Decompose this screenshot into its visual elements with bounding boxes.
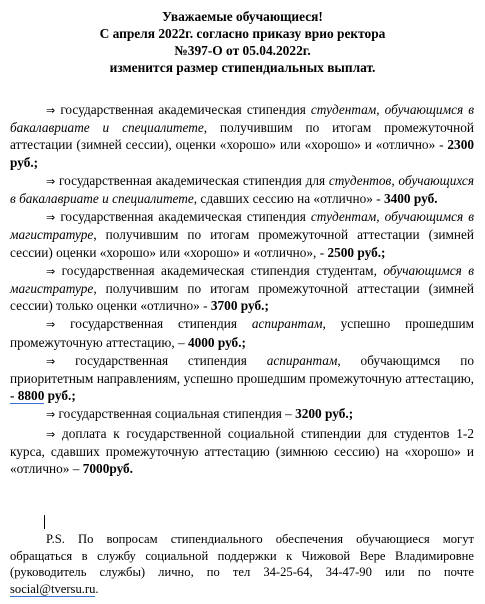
arrow-icon: ⇒ — [46, 408, 56, 422]
postscript — [10, 531, 474, 597]
item-text: доплата к государственной социальной стипендии для студентов 1-2 курса, сдавших промежуточную аттестацию (зимнюю сессию) на «хорошо» и «отлично» – — [10, 425, 474, 477]
greeting-heading: Уважаемые обучающиеся! — [162, 9, 323, 24]
arrow-icon: ⇒ — [46, 264, 56, 278]
text-cursor — [44, 515, 45, 529]
item-amount: 4000 руб.; — [187, 334, 246, 350]
item-text: , получившим по итогам промежуточной аттестации (зимней сессии), оценки «хорошо» или «хорошо» и «отлично» - — [10, 120, 474, 153]
item-text: государственная социальная стипендия – — [58, 406, 296, 422]
item-text: государственная академическая стипендия — [60, 209, 311, 225]
item-recipients: студентам, обучающимся в бакалавриате и специалитете — [10, 102, 475, 136]
item-text: , получившим по итогам промежуточной аттестации (зимней сессии) только оценки «отлично» - — [10, 281, 474, 314]
item-amount: 3700 руб.; — [210, 298, 269, 314]
contact-email-link[interactable]: social@tversu.ru — [10, 581, 96, 596]
item-amount: 2500 руб.; — [327, 244, 386, 260]
item-text: государственная академическая стипендия студентам, — [61, 262, 384, 278]
order-line: С апреля 2022г. согласно приказу врио ректора — [99, 26, 386, 41]
stipend-item — [10, 172, 474, 207]
arrow-icon: ⇒ — [46, 211, 56, 225]
stipend-item — [10, 315, 474, 350]
item-recipients: студентам, обучающимся в магистратуре — [10, 209, 475, 243]
item-recipients: аспирантам — [251, 316, 323, 332]
item-text: государственная академическая стипендия — [60, 102, 311, 117]
item-recipients: студентов, обучающихся в бакалавриате и специалитете — [10, 172, 474, 207]
postscript-end: . — [95, 581, 99, 596]
item-text: , сдавших сессию на «отлично» - — [193, 191, 384, 207]
item-text: государственная академическая стипендия для — [58, 172, 329, 188]
stipend-item — [10, 405, 474, 423]
change-announcement-line: изменится размер стипендиальных выплат. — [109, 60, 376, 75]
arrow-icon: ⇒ — [46, 318, 56, 332]
postscript-text: P.S. По вопросам стипендиального обеспечения обучающиеся могут обращаться в службу социальной поддержки к Чижовой Вере Владимировне (руководитель службы) лично, по тел 34-25-64, 34-47-90 или по почте — [10, 532, 474, 579]
arrow-icon: ⇒ — [46, 427, 56, 441]
item-amount: 2300 руб.; — [10, 137, 474, 170]
order-number-line: №397-О от 05.04.2022г. — [174, 43, 311, 58]
item-text: , обучающимся по приоритетным направлениям, успешно прошедшим промежуточную аттестацию, — [10, 352, 474, 387]
item-recipients: аспирантам — [266, 352, 338, 368]
stipend-list — [10, 101, 474, 478]
item-text: , успешно прошедшим промежуточную аттестацию, – — [10, 316, 474, 350]
stipend-item — [10, 208, 474, 261]
item-amount: 7000руб. — [82, 461, 134, 477]
item-text: государственная стипендия — [75, 352, 267, 368]
stipend-item — [10, 425, 474, 478]
arrow-icon: ⇒ — [46, 104, 56, 117]
arrow-icon: ⇒ — [46, 354, 56, 368]
item-amount-underlined: - 8800 — [10, 388, 45, 404]
item-amount: 3200 руб.; — [295, 406, 354, 422]
item-text: государственная стипендия — [70, 316, 252, 332]
arrow-icon: ⇒ — [46, 174, 56, 188]
stipend-item — [10, 262, 474, 315]
stipend-item — [10, 352, 474, 405]
stipend-item — [10, 101, 474, 171]
item-amount: 3400 руб. — [383, 191, 438, 207]
item-text: , получившим по итогам промежуточной аттестации (зимней сессии) оценки «хорошо» или «хорошо» и «отлично», - — [10, 227, 474, 260]
item-amount: руб.; — [44, 388, 76, 404]
item-recipients: обучающимся в магистратуре — [10, 262, 474, 297]
